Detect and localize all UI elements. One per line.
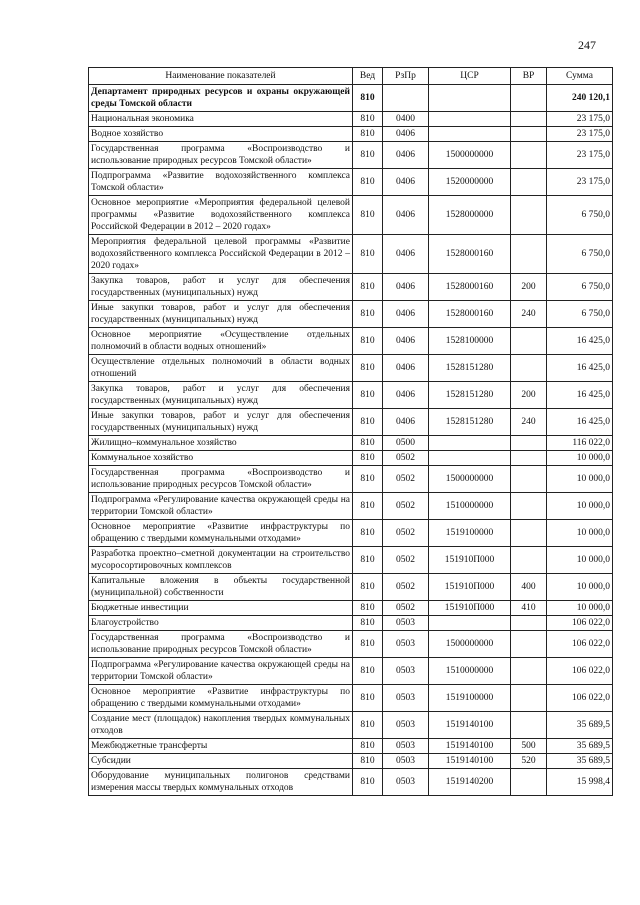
cell-ved: 810 — [353, 235, 383, 274]
cell-sum: 10 000,0 — [547, 451, 613, 466]
table-row — [89, 85, 613, 112]
cell-sum: 16 425,0 — [547, 328, 613, 355]
cell-vr — [511, 355, 547, 382]
cell-vr — [511, 712, 547, 739]
cell-csr: 1500000000 — [429, 631, 511, 658]
cell-name: Департамент природных ресурсов и охраны окружающей среды Томской области — [89, 85, 353, 112]
cell-csr — [429, 616, 511, 631]
cell-rzpr: 0406 — [383, 355, 429, 382]
cell-ved: 810 — [353, 466, 383, 493]
table-row — [89, 355, 613, 382]
cell-csr — [429, 85, 511, 112]
cell-name: Создание мест (площадок) накопления твердых коммунальных отходов — [89, 712, 353, 739]
cell-name: Капитальные вложения в объекты государственной (муниципальной) собственности — [89, 574, 353, 601]
table-row — [89, 601, 613, 616]
cell-csr: 1500000000 — [429, 142, 511, 169]
cell-rzpr: 0406 — [383, 196, 429, 235]
cell-sum: 16 425,0 — [547, 409, 613, 436]
cell-vr — [511, 169, 547, 196]
cell-vr — [511, 658, 547, 685]
cell-sum: 16 425,0 — [547, 382, 613, 409]
cell-sum: 35 689,5 — [547, 754, 613, 769]
cell-vr: 240 — [511, 301, 547, 328]
header-sum: Сумма — [547, 68, 613, 85]
table-row — [89, 658, 613, 685]
table-row — [89, 235, 613, 274]
cell-name: Закупка товаров, работ и услуг для обеспечения государственных (муниципальных) нужд — [89, 274, 353, 301]
cell-vr — [511, 520, 547, 547]
cell-name: Подпрограмма «Регулирование качества окружающей среды на территории Томской области» — [89, 658, 353, 685]
cell-vr: 400 — [511, 574, 547, 601]
table-row — [89, 631, 613, 658]
cell-ved: 810 — [353, 112, 383, 127]
cell-ved: 810 — [353, 493, 383, 520]
cell-rzpr: 0400 — [383, 112, 429, 127]
cell-csr: 151910П000 — [429, 574, 511, 601]
cell-name: Основное мероприятие «Развитие инфраструктуры по обращению с твердыми коммунальными отходами» — [89, 520, 353, 547]
cell-sum: 106 022,0 — [547, 685, 613, 712]
table-row — [89, 409, 613, 436]
cell-sum: 15 998,4 — [547, 769, 613, 796]
cell-vr — [511, 451, 547, 466]
cell-name: Коммунальное хозяйство — [89, 451, 353, 466]
cell-vr — [511, 142, 547, 169]
cell-csr: 1500000000 — [429, 466, 511, 493]
cell-sum: 116 022,0 — [547, 436, 613, 451]
cell-name: Подпрограмма «Регулирование качества окружающей среды на территории Томской области» — [89, 493, 353, 520]
cell-vr — [511, 493, 547, 520]
cell-name: Иные закупки товаров, работ и услуг для обеспечения государственных (муниципальных) нужд — [89, 409, 353, 436]
table-row — [89, 328, 613, 355]
table-row — [89, 616, 613, 631]
cell-ved: 810 — [353, 574, 383, 601]
table-row — [89, 466, 613, 493]
cell-ved: 810 — [353, 382, 383, 409]
cell-csr: 151910П000 — [429, 601, 511, 616]
cell-vr: 410 — [511, 601, 547, 616]
cell-rzpr: 0502 — [383, 547, 429, 574]
table-row — [89, 127, 613, 142]
cell-rzpr: 0500 — [383, 436, 429, 451]
cell-ved: 810 — [353, 451, 383, 466]
cell-rzpr: 0406 — [383, 169, 429, 196]
cell-sum: 106 022,0 — [547, 631, 613, 658]
table-row — [89, 493, 613, 520]
cell-vr — [511, 769, 547, 796]
cell-vr — [511, 328, 547, 355]
table-row — [89, 685, 613, 712]
cell-csr: 1520000000 — [429, 169, 511, 196]
cell-sum: 6 750,0 — [547, 301, 613, 328]
header-name: Наименование показателей — [89, 68, 353, 85]
cell-csr: 1528151280 — [429, 409, 511, 436]
cell-rzpr: 0503 — [383, 631, 429, 658]
cell-vr: 520 — [511, 754, 547, 769]
cell-ved: 810 — [353, 85, 383, 112]
cell-ved: 810 — [353, 436, 383, 451]
cell-name: Осуществление отдельных полномочий в области водных отношений — [89, 355, 353, 382]
cell-rzpr: 0502 — [383, 466, 429, 493]
cell-csr: 1519100000 — [429, 520, 511, 547]
cell-vr: 240 — [511, 409, 547, 436]
cell-vr — [511, 685, 547, 712]
cell-csr: 151910П000 — [429, 547, 511, 574]
cell-csr: 1519140100 — [429, 739, 511, 754]
cell-vr: 200 — [511, 274, 547, 301]
cell-ved: 810 — [353, 169, 383, 196]
cell-csr: 1528000160 — [429, 274, 511, 301]
cell-ved: 810 — [353, 274, 383, 301]
table-row — [89, 274, 613, 301]
cell-rzpr: 0503 — [383, 658, 429, 685]
cell-rzpr: 0406 — [383, 328, 429, 355]
table-row — [89, 769, 613, 796]
cell-ved: 810 — [353, 142, 383, 169]
cell-rzpr: 0502 — [383, 520, 429, 547]
cell-csr — [429, 127, 511, 142]
cell-name: Межбюджетные трансферты — [89, 739, 353, 754]
table-row — [89, 547, 613, 574]
cell-ved: 810 — [353, 328, 383, 355]
cell-sum: 240 120,1 — [547, 85, 613, 112]
budget-table — [88, 67, 613, 796]
cell-name: Благоустройство — [89, 616, 353, 631]
cell-rzpr: 0502 — [383, 493, 429, 520]
cell-name: Разработка проектно–сметной документации на строительство мусоросортировочных комплексов — [89, 547, 353, 574]
cell-sum: 106 022,0 — [547, 658, 613, 685]
cell-ved: 810 — [353, 355, 383, 382]
cell-sum: 23 175,0 — [547, 169, 613, 196]
cell-csr: 1519140100 — [429, 754, 511, 769]
cell-rzpr: 0406 — [383, 127, 429, 142]
cell-name: Национальная экономика — [89, 112, 353, 127]
cell-rzpr: 0406 — [383, 142, 429, 169]
header-ved: Вед — [353, 68, 383, 85]
cell-csr: 1528000160 — [429, 301, 511, 328]
cell-ved: 810 — [353, 631, 383, 658]
cell-rzpr: 0502 — [383, 574, 429, 601]
cell-csr: 1528000160 — [429, 235, 511, 274]
cell-csr: 1510000000 — [429, 493, 511, 520]
cell-vr — [511, 547, 547, 574]
cell-name: Государственная программа «Воспроизводство и использование природных ресурсов Томской области» — [89, 466, 353, 493]
cell-vr: 500 — [511, 739, 547, 754]
cell-sum: 35 689,5 — [547, 739, 613, 754]
cell-csr — [429, 112, 511, 127]
cell-name: Иные закупки товаров, работ и услуг для обеспечения государственных (муниципальных) нужд — [89, 301, 353, 328]
cell-rzpr: 0406 — [383, 409, 429, 436]
table-row — [89, 712, 613, 739]
cell-csr: 1510000000 — [429, 658, 511, 685]
cell-csr: 1528151280 — [429, 355, 511, 382]
table-header-row — [89, 68, 613, 85]
cell-vr — [511, 616, 547, 631]
cell-rzpr: 0406 — [383, 274, 429, 301]
cell-vr — [511, 466, 547, 493]
cell-ved: 810 — [353, 739, 383, 754]
cell-csr — [429, 436, 511, 451]
cell-sum: 23 175,0 — [547, 142, 613, 169]
cell-ved: 810 — [353, 658, 383, 685]
cell-sum: 6 750,0 — [547, 235, 613, 274]
table-row — [89, 574, 613, 601]
cell-csr: 1528151280 — [429, 382, 511, 409]
cell-sum: 106 022,0 — [547, 616, 613, 631]
cell-sum: 6 750,0 — [547, 196, 613, 235]
cell-vr — [511, 127, 547, 142]
cell-rzpr — [383, 85, 429, 112]
cell-sum: 16 425,0 — [547, 355, 613, 382]
cell-ved: 810 — [353, 196, 383, 235]
cell-sum: 10 000,0 — [547, 493, 613, 520]
cell-vr — [511, 631, 547, 658]
cell-rzpr: 0406 — [383, 382, 429, 409]
cell-vr — [511, 235, 547, 274]
table-row — [89, 169, 613, 196]
cell-ved: 810 — [353, 547, 383, 574]
header-rzpr: РзПр — [383, 68, 429, 85]
cell-rzpr: 0503 — [383, 769, 429, 796]
cell-name: Мероприятия федеральной целевой программы «Развитие водохозяйственного комплекса Российской Федерации в 2012 – 2020 годах» — [89, 235, 353, 274]
cell-name: Подпрограмма «Развитие водохозяйственного комплекса Томской области» — [89, 169, 353, 196]
cell-name: Основное мероприятие «Осуществление отдельных полномочий в области водных отношений» — [89, 328, 353, 355]
cell-ved: 810 — [353, 520, 383, 547]
cell-sum: 35 689,5 — [547, 712, 613, 739]
cell-csr — [429, 451, 511, 466]
table-row — [89, 436, 613, 451]
cell-ved: 810 — [353, 601, 383, 616]
table-row — [89, 451, 613, 466]
cell-sum: 6 750,0 — [547, 274, 613, 301]
page-number: 247 — [578, 38, 596, 52]
cell-vr — [511, 436, 547, 451]
cell-sum: 10 000,0 — [547, 547, 613, 574]
cell-rzpr: 0503 — [383, 754, 429, 769]
cell-csr: 1528100000 — [429, 328, 511, 355]
cell-ved: 810 — [353, 754, 383, 769]
cell-sum: 10 000,0 — [547, 601, 613, 616]
cell-vr — [511, 85, 547, 112]
cell-sum: 10 000,0 — [547, 466, 613, 493]
cell-name: Государственная программа «Воспроизводство и использование природных ресурсов Томской области» — [89, 142, 353, 169]
cell-ved: 810 — [353, 301, 383, 328]
cell-name: Основное мероприятие «Мероприятия федеральной целевой программы «Развитие водохозяйственного комплекса Российской Федерации в 2012 – 2020 годах» — [89, 196, 353, 235]
cell-name: Закупка товаров, работ и услуг для обеспечения государственных (муниципальных) нужд — [89, 382, 353, 409]
header-vr: ВР — [511, 68, 547, 85]
cell-name: Субсидии — [89, 754, 353, 769]
header-csr: ЦСР — [429, 68, 511, 85]
cell-csr: 1519140100 — [429, 712, 511, 739]
cell-ved: 810 — [353, 616, 383, 631]
cell-rzpr: 0406 — [383, 235, 429, 274]
cell-rzpr: 0502 — [383, 451, 429, 466]
table-row — [89, 196, 613, 235]
cell-vr — [511, 196, 547, 235]
cell-csr: 1519140200 — [429, 769, 511, 796]
cell-rzpr: 0406 — [383, 301, 429, 328]
cell-sum: 23 175,0 — [547, 112, 613, 127]
table-row — [89, 382, 613, 409]
cell-name: Водное хозяйство — [89, 127, 353, 142]
table-row — [89, 142, 613, 169]
cell-ved: 810 — [353, 685, 383, 712]
cell-csr: 1519100000 — [429, 685, 511, 712]
cell-sum: 10 000,0 — [547, 574, 613, 601]
table-row — [89, 112, 613, 127]
cell-rzpr: 0502 — [383, 601, 429, 616]
cell-ved: 810 — [353, 769, 383, 796]
cell-csr: 1528000000 — [429, 196, 511, 235]
cell-ved: 810 — [353, 409, 383, 436]
cell-name: Оборудование муниципальных полигонов средствами измерения массы твердых коммунальных отходов — [89, 769, 353, 796]
cell-rzpr: 0503 — [383, 712, 429, 739]
table-row — [89, 739, 613, 754]
cell-vr — [511, 112, 547, 127]
cell-name: Основное мероприятие «Развитие инфраструктуры по обращению с твердыми коммунальными отходами» — [89, 685, 353, 712]
table-body — [89, 85, 613, 796]
table-row — [89, 301, 613, 328]
table-row — [89, 520, 613, 547]
cell-rzpr: 0503 — [383, 616, 429, 631]
cell-name: Бюджетные инвестиции — [89, 601, 353, 616]
cell-name: Жилищно–коммунальное хозяйство — [89, 436, 353, 451]
cell-ved: 810 — [353, 127, 383, 142]
cell-rzpr: 0503 — [383, 685, 429, 712]
cell-name: Государственная программа «Воспроизводство и использование природных ресурсов Томской области» — [89, 631, 353, 658]
cell-rzpr: 0503 — [383, 739, 429, 754]
cell-vr: 200 — [511, 382, 547, 409]
table-row — [89, 754, 613, 769]
cell-sum: 23 175,0 — [547, 127, 613, 142]
cell-ved: 810 — [353, 712, 383, 739]
cell-sum: 10 000,0 — [547, 520, 613, 547]
